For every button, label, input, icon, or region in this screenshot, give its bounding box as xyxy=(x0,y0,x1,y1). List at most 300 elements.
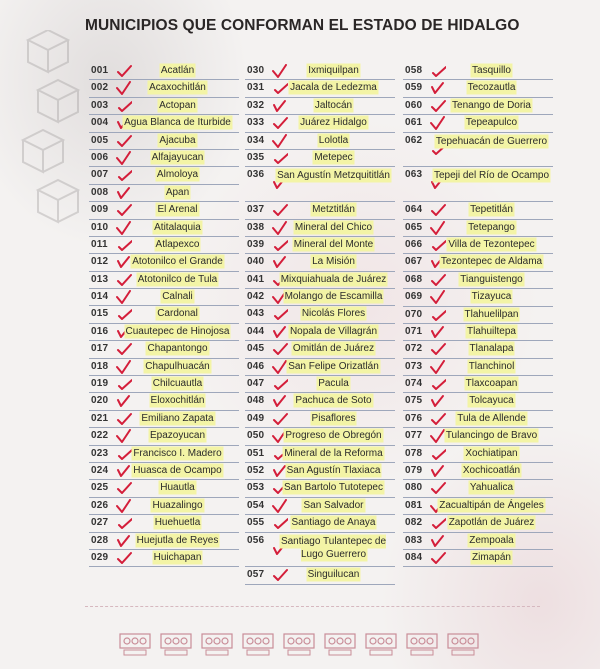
municipality-number: 031 xyxy=(247,82,265,94)
highlighted-name-text: Agua Blanca de Iturbide xyxy=(124,117,231,129)
municipality-number: 069 xyxy=(405,291,423,303)
municipality-name xyxy=(118,360,237,373)
municipality-number: 036 xyxy=(247,169,265,181)
highlighted-name-text: Tianguistengo xyxy=(460,273,523,285)
highlighted-name-text: Jacala de Ledezma xyxy=(290,82,377,94)
municipality-name xyxy=(118,186,237,199)
municipality-number: 065 xyxy=(405,221,423,233)
highlighted-name-text: Jaltocán xyxy=(314,99,353,111)
municipality-name xyxy=(274,290,393,303)
municipality-number: 043 xyxy=(247,308,265,320)
municipality-number: 015 xyxy=(91,308,109,320)
municipality-number: 033 xyxy=(247,117,265,129)
municipality-number: 068 xyxy=(405,273,423,285)
highlighted-name-text: Tulancingo de Bravo xyxy=(445,430,538,442)
municipality-name xyxy=(432,360,551,373)
municipality-name xyxy=(118,64,237,77)
municipality-number: 016 xyxy=(91,325,109,337)
municipality-row xyxy=(245,515,395,532)
municipality-name xyxy=(432,447,551,460)
municipality-row xyxy=(89,359,239,376)
highlighted-name-text: Tecozautla xyxy=(467,82,516,94)
highlighted-name-text: Santiago Tulantepec de Lugo Guerrero xyxy=(280,535,387,560)
municipality-row xyxy=(245,324,395,341)
municipality-row xyxy=(403,324,553,341)
municipality-name xyxy=(118,342,237,355)
municipality-number: 044 xyxy=(247,325,265,337)
municipality-number: 039 xyxy=(247,238,265,250)
municipality-number: 084 xyxy=(405,551,423,563)
municipality-name xyxy=(118,99,237,112)
municipality-name xyxy=(274,151,393,164)
municipality-row xyxy=(245,289,395,306)
municipality-row xyxy=(245,498,395,515)
municipality-number: 066 xyxy=(405,238,423,250)
municipality-number: 012 xyxy=(91,256,109,268)
highlighted-name-text: San Agustín Tlaxiaca xyxy=(286,465,381,476)
municipality-number: 024 xyxy=(91,464,109,476)
highlighted-name-text: Tlahuiltepa xyxy=(467,325,516,337)
municipality-name xyxy=(432,481,551,494)
municipality-name xyxy=(432,81,551,94)
footer-stamp-icon xyxy=(159,626,193,658)
highlighted-name-text: Tlahuelilpan xyxy=(464,308,519,320)
municipality-column-1 xyxy=(89,63,239,567)
watermark-cubes xyxy=(18,30,88,230)
municipality-name xyxy=(432,64,551,77)
municipality-number: 004 xyxy=(91,117,109,129)
municipality-number: 078 xyxy=(405,447,423,459)
highlighted-name-text: Cardonal xyxy=(157,308,198,320)
highlighted-name-text: San Agustín Metzquititlán xyxy=(277,170,390,182)
highlighted-name-text: Tizayuca xyxy=(471,291,512,303)
municipality-number: 046 xyxy=(247,360,265,372)
municipality-number: 051 xyxy=(247,447,265,459)
municipality-row xyxy=(403,480,553,497)
municipality-number: 081 xyxy=(405,499,423,511)
municipality-row xyxy=(89,98,239,115)
footer-divider xyxy=(85,606,540,607)
municipality-name xyxy=(432,290,551,303)
municipality-number: 011 xyxy=(91,238,108,250)
municipality-row xyxy=(403,289,553,306)
municipality-number: 034 xyxy=(247,134,265,146)
municipality-number: 054 xyxy=(247,499,265,511)
municipality-row xyxy=(245,80,395,97)
highlighted-name-text: Huejutla de Reyes xyxy=(136,534,219,546)
municipality-number: 030 xyxy=(247,65,265,76)
municipality-number: 017 xyxy=(91,343,109,355)
municipality-number: 009 xyxy=(91,204,109,216)
municipality-name xyxy=(432,429,551,442)
municipality-name xyxy=(118,377,237,390)
municipality-row xyxy=(245,63,395,80)
footer-stamp-icon xyxy=(118,626,152,658)
municipality-row xyxy=(403,341,553,358)
highlighted-name-text: San Salvador xyxy=(303,499,364,511)
municipality-name xyxy=(432,464,551,477)
municipality-row xyxy=(89,306,239,323)
municipality-name xyxy=(118,168,237,181)
footer-stamp-icon xyxy=(446,626,480,658)
highlighted-name-text: Tlaxcoapan xyxy=(465,378,518,390)
municipality-name xyxy=(432,273,551,286)
highlighted-name-text: San Bartolo Tutotepec xyxy=(284,482,383,494)
highlighted-name-text: Tetepango xyxy=(468,221,515,233)
highlighted-name-text: Chapantongo xyxy=(147,343,208,355)
municipality-row xyxy=(403,237,553,254)
municipality-row xyxy=(89,533,239,550)
municipality-number: 002 xyxy=(91,82,109,94)
highlighted-name-text: Tezontepec de Aldama xyxy=(440,256,543,268)
municipality-row xyxy=(245,376,395,393)
municipality-number: 063 xyxy=(405,169,423,181)
municipality-name xyxy=(432,135,551,148)
highlighted-name-text: Tenango de Doria xyxy=(452,99,531,111)
highlighted-name-text: Zacualtipán de Ángeles xyxy=(439,499,544,511)
municipality-row xyxy=(89,150,239,167)
municipality-number: 023 xyxy=(91,447,109,459)
highlighted-name-text: Zempoala xyxy=(469,534,514,546)
highlighted-name-text: Pisaflores xyxy=(311,412,356,424)
municipality-number: 006 xyxy=(91,151,109,163)
municipality-number: 048 xyxy=(247,395,265,407)
municipality-name xyxy=(274,499,393,512)
page-title: MUNICIPIOS QUE CONFORMAN EL ESTADO DE HIDALGO xyxy=(85,17,520,34)
footer-stamp-icon xyxy=(200,626,234,658)
highlighted-name-text: Atotonilco de Tula xyxy=(137,273,218,285)
municipality-name xyxy=(274,342,393,355)
municipality-number: 049 xyxy=(247,412,265,424)
municipality-name xyxy=(118,429,237,442)
municipality-number: 057 xyxy=(247,569,265,581)
municipality-number: 026 xyxy=(91,499,109,511)
municipality-number: 083 xyxy=(405,534,423,546)
highlighted-name-text: Huautla xyxy=(160,482,195,494)
municipality-row xyxy=(403,411,553,428)
municipality-number: 005 xyxy=(91,134,109,146)
municipality-row xyxy=(403,376,553,393)
municipality-row xyxy=(245,446,395,463)
municipality-name xyxy=(118,325,237,338)
highlighted-name-text: Almoloya xyxy=(156,169,199,181)
municipality-name xyxy=(432,238,551,251)
highlighted-name-text: Metztitlán xyxy=(312,204,355,216)
municipality-name xyxy=(432,308,551,321)
municipality-number: 072 xyxy=(405,343,423,355)
municipality-row xyxy=(245,359,395,376)
footer-stamp-icon xyxy=(364,626,398,658)
municipality-number: 080 xyxy=(405,482,423,494)
municipality-row xyxy=(403,307,553,324)
municipality-number: 013 xyxy=(91,273,109,285)
highlighted-name-text: Mineral del Chico xyxy=(294,221,373,233)
municipality-name xyxy=(274,568,393,581)
highlighted-name-text: Alfajayucan xyxy=(151,151,204,163)
municipality-number: 077 xyxy=(405,430,423,442)
municipality-row xyxy=(89,515,239,532)
municipality-name xyxy=(118,151,237,164)
highlighted-name-text: Atotonilco el Grande xyxy=(132,256,223,268)
municipality-number: 027 xyxy=(91,517,109,529)
municipality-row xyxy=(245,115,395,132)
municipality-row xyxy=(245,237,395,254)
municipality-row xyxy=(245,220,395,237)
highlighted-name-text: Emiliano Zapata xyxy=(141,412,214,424)
municipality-number: 035 xyxy=(247,151,265,163)
municipality-row xyxy=(89,428,239,445)
highlighted-name-text: Santiago de Anaya xyxy=(291,517,376,529)
municipality-name xyxy=(274,535,393,561)
municipality-row xyxy=(89,550,239,567)
municipality-name xyxy=(432,377,551,390)
highlighted-name-text: Yahualica xyxy=(469,482,514,494)
municipality-number: 029 xyxy=(91,551,109,563)
highlighted-name-text: Chilcuautla xyxy=(152,378,203,390)
municipality-number: 061 xyxy=(405,117,423,129)
municipality-name xyxy=(118,81,237,94)
highlighted-name-text: Xochicoatlán xyxy=(462,465,521,477)
municipality-name xyxy=(118,516,237,529)
highlighted-name-text: Tepetitlán xyxy=(470,204,513,216)
municipality-number: 001 xyxy=(91,65,109,76)
municipality-row xyxy=(89,324,239,341)
municipality-name xyxy=(432,534,551,547)
highlighted-name-text: Xochiatipan xyxy=(465,447,518,459)
municipality-name xyxy=(274,394,393,407)
municipality-name xyxy=(118,412,237,425)
highlighted-name-text: El Arenal xyxy=(157,204,198,216)
municipality-row xyxy=(89,446,239,463)
municipality-name xyxy=(118,499,237,512)
municipality-row xyxy=(403,80,553,97)
municipality-name xyxy=(274,255,393,268)
municipality-name xyxy=(274,116,393,129)
municipality-row xyxy=(89,202,239,219)
municipality-number: 041 xyxy=(247,273,265,285)
municipality-row xyxy=(403,98,553,115)
municipality-row xyxy=(89,463,239,480)
municipality-row xyxy=(89,220,239,237)
municipality-number: 056 xyxy=(247,534,265,546)
highlighted-name-text: Singuilucan xyxy=(307,569,360,581)
municipality-row xyxy=(245,463,395,480)
municipality-name xyxy=(118,394,237,407)
municipality-number: 045 xyxy=(247,343,265,355)
municipality-row xyxy=(403,393,553,410)
municipality-number: 037 xyxy=(247,204,265,216)
highlighted-name-text: Lolotla xyxy=(318,134,349,146)
municipality-number: 071 xyxy=(405,325,423,337)
municipality-name xyxy=(274,429,393,442)
municipality-number: 014 xyxy=(91,291,109,303)
municipality-row xyxy=(403,498,553,515)
municipality-name xyxy=(274,203,393,216)
municipality-name xyxy=(274,81,393,94)
highlighted-name-text: Tolcayuca xyxy=(469,395,514,407)
municipality-number: 073 xyxy=(405,360,423,372)
highlighted-name-text: Mineral de la Reforma xyxy=(284,447,383,459)
municipality-number: 062 xyxy=(405,134,423,146)
municipality-row xyxy=(403,533,553,550)
municipality-name xyxy=(432,116,551,129)
municipality-name xyxy=(274,377,393,390)
municipality-name xyxy=(432,342,551,355)
municipality-name xyxy=(118,307,237,320)
municipality-name xyxy=(432,412,551,425)
municipality-number: 074 xyxy=(405,378,423,390)
highlighted-name-text: Apan xyxy=(165,186,190,198)
municipality-number: 058 xyxy=(405,65,423,76)
highlighted-name-text: Atlapexco xyxy=(155,238,200,250)
municipality-number: 028 xyxy=(91,534,109,546)
highlighted-name-text: Tlanalapa xyxy=(469,343,514,355)
highlighted-name-text: Tlanchinol xyxy=(468,360,515,372)
municipality-number: 007 xyxy=(91,169,109,181)
municipality-row xyxy=(245,393,395,410)
municipality-row xyxy=(245,98,395,115)
municipality-name xyxy=(274,447,393,460)
municipality-row xyxy=(403,202,553,219)
municipality-number: 064 xyxy=(405,204,423,216)
municipality-row xyxy=(245,150,395,167)
highlighted-name-text: Acatlán xyxy=(160,65,195,76)
footer-stamp-icon xyxy=(323,626,357,658)
municipality-number: 079 xyxy=(405,465,423,477)
municipality-row xyxy=(89,393,239,410)
highlighted-name-text: Molango de Escamilla xyxy=(284,291,383,303)
highlighted-name-text: Atitalaquia xyxy=(154,221,201,233)
municipality-column-2 xyxy=(245,63,395,585)
municipality-row xyxy=(89,80,239,97)
municipality-number: 003 xyxy=(91,99,109,111)
municipality-number: 067 xyxy=(405,256,423,268)
municipality-name xyxy=(274,134,393,147)
municipality-number: 055 xyxy=(247,517,265,529)
municipality-number: 021 xyxy=(91,412,109,424)
municipality-row xyxy=(89,63,239,80)
municipality-name xyxy=(274,273,393,286)
highlighted-name-text: Actopan xyxy=(159,99,196,111)
highlighted-name-text: Huazalingo xyxy=(152,499,203,511)
municipality-name xyxy=(274,481,393,494)
municipality-number: 038 xyxy=(247,221,265,233)
municipality-number: 059 xyxy=(405,82,423,94)
municipality-row xyxy=(89,167,239,184)
municipality-name xyxy=(118,534,237,547)
municipality-name xyxy=(432,221,551,234)
highlighted-name-text: Juárez Hidalgo xyxy=(300,117,367,129)
municipality-number: 019 xyxy=(91,378,109,390)
municipality-name xyxy=(118,290,237,303)
municipality-name xyxy=(432,394,551,407)
municipality-number: 020 xyxy=(91,395,109,407)
municipality-row xyxy=(89,115,239,132)
highlighted-name-text: Tula de Allende xyxy=(457,412,526,424)
municipality-name xyxy=(118,273,237,286)
municipality-row xyxy=(89,185,239,202)
municipality-name xyxy=(432,255,551,268)
highlighted-name-text: Francisco I. Madero xyxy=(133,447,222,459)
municipality-row xyxy=(245,167,395,202)
highlighted-name-text: Huichapan xyxy=(153,551,202,563)
highlighted-name-text: Zimapán xyxy=(472,551,511,563)
municipality-name xyxy=(118,221,237,234)
municipality-number: 082 xyxy=(405,517,423,529)
municipality-row xyxy=(403,272,553,289)
footer-stamp-icon xyxy=(282,626,316,658)
municipality-number: 022 xyxy=(91,430,109,442)
footer-stamp-icon xyxy=(405,626,439,658)
municipality-row xyxy=(245,341,395,358)
municipality-number: 010 xyxy=(91,221,109,233)
municipality-name xyxy=(274,221,393,234)
highlighted-name-text: Mixquiahuala de Juárez xyxy=(280,273,387,285)
highlighted-name-text: Calnali xyxy=(162,291,193,303)
highlighted-name-text: Omitlán de Juárez xyxy=(292,343,375,355)
municipality-number: 053 xyxy=(247,482,265,494)
municipality-name xyxy=(432,325,551,338)
municipality-name xyxy=(432,551,551,564)
municipality-name xyxy=(118,464,237,477)
municipality-name xyxy=(118,255,237,268)
footer-stamps xyxy=(118,626,488,658)
municipality-name xyxy=(432,516,551,529)
highlighted-name-text: Pacula xyxy=(318,378,349,390)
municipality-name xyxy=(432,169,551,182)
highlighted-name-text: Metepec xyxy=(314,151,353,163)
municipality-row xyxy=(89,237,239,254)
municipality-row xyxy=(89,411,239,428)
highlighted-name-text: Huehuetla xyxy=(154,517,201,529)
municipality-name xyxy=(274,169,393,182)
municipality-row xyxy=(89,289,239,306)
municipality-number: 018 xyxy=(91,360,109,372)
municipality-row xyxy=(245,533,395,568)
highlighted-name-text: Cuautepec de Hinojosa xyxy=(125,325,230,337)
highlighted-name-text: Nicolás Flores xyxy=(301,308,366,320)
highlighted-name-text: Huasca de Ocampo xyxy=(133,464,222,476)
highlighted-name-text: Eloxochitlán xyxy=(150,395,205,407)
municipality-number: 032 xyxy=(247,99,265,111)
highlighted-name-text: Epazoyucan xyxy=(149,430,206,442)
highlighted-name-text: Tepehuacán de Guerrero xyxy=(435,135,548,147)
highlighted-name-text: Mineral del Monte xyxy=(293,238,374,250)
highlighted-name-text: La Misión xyxy=(312,256,355,268)
highlighted-name-text: Ixmiquilpan xyxy=(308,65,359,76)
municipality-name xyxy=(118,134,237,147)
municipality-row xyxy=(403,428,553,445)
municipality-number: 042 xyxy=(247,291,265,303)
highlighted-name-text: Chapulhuacán xyxy=(145,360,210,372)
highlighted-name-text: Tepeapulco xyxy=(465,117,518,129)
municipality-row xyxy=(245,133,395,150)
municipality-number: 075 xyxy=(405,395,423,407)
highlighted-name-text: Zapotlán de Juárez xyxy=(448,517,535,529)
municipality-name xyxy=(118,203,237,216)
municipality-name xyxy=(432,499,551,512)
municipality-row xyxy=(403,63,553,80)
municipality-name xyxy=(118,481,237,494)
municipality-row xyxy=(403,515,553,532)
municipality-row xyxy=(245,272,395,289)
municipality-row xyxy=(245,567,395,584)
municipality-row xyxy=(89,376,239,393)
municipality-row xyxy=(403,463,553,480)
highlighted-name-text: Villa de Tezontepec xyxy=(448,238,535,250)
municipality-number: 076 xyxy=(405,412,423,424)
municipality-row xyxy=(403,133,553,168)
